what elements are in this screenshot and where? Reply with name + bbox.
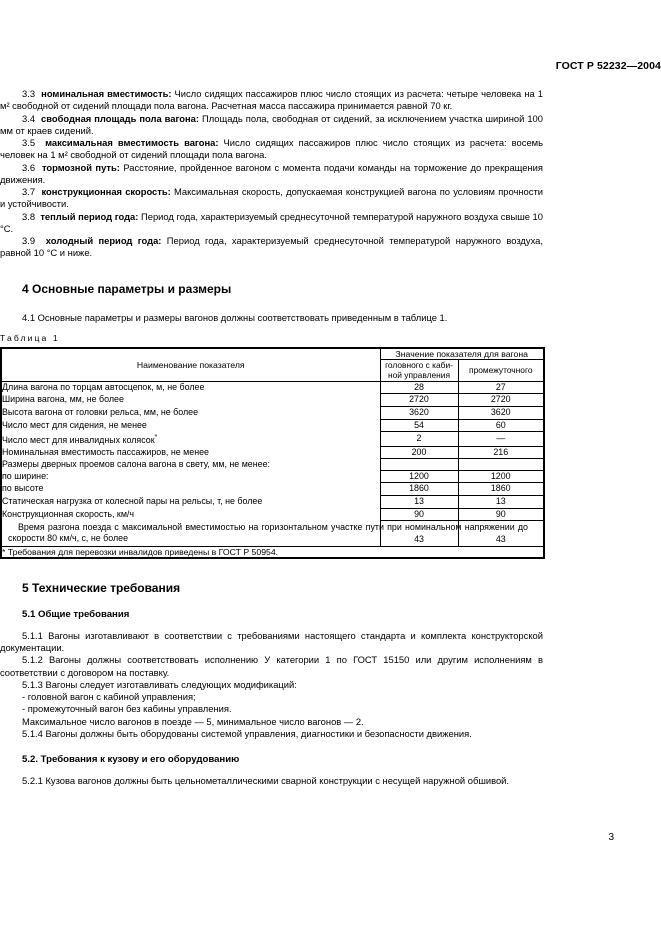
row-value-head: 13: [380, 496, 458, 509]
definition-number: 3.8: [22, 210, 36, 222]
row-label: [1, 432, 380, 447]
row-value-head: [380, 459, 458, 471]
row-value-mid: 13: [458, 496, 544, 509]
row-value-mid: 1200: [458, 470, 544, 483]
row-value-head: 1200: [380, 470, 458, 483]
definition-text: Расстояние, пройденное вагоном с момента подачи команды на торможение до прекращения движения.: [0, 161, 543, 185]
row-value-mid: [458, 459, 544, 471]
clause-4-1: 4.1 Основные параметры и размеры вагонов должны соответствовать приведенным в таблице 1.: [22, 311, 448, 323]
parameters-table: [0, 347, 545, 559]
page-body: [0, 88, 543, 787]
header-sub-head-car: [380, 359, 458, 381]
header-value-group: Значение показателя для вагона: [380, 348, 544, 360]
row-value-head: 1860: [380, 483, 458, 496]
row-label: по ширине:: [1, 470, 380, 483]
row-label: Номинальная вместимость пассажиров, не менее: [1, 446, 380, 459]
row-value-mid: 1860: [458, 483, 544, 496]
clause-5-2-1: 5.2.1 Кузова вагонов должны быть цельнометаллическими сварной конструкции с несущей наружной обшивой.: [22, 775, 510, 786]
table-header-row-1: [1, 348, 544, 360]
definition-term: холодный период года:: [45, 235, 162, 246]
definition-term: свободная площадь пола вагона:: [40, 112, 200, 124]
row-label: Высота вагона от головки рельса, мм, не более: [1, 406, 380, 419]
definition-3-7: [0, 186, 543, 211]
table-footnote-row: [1, 546, 544, 558]
row-value-head: 43: [380, 521, 458, 547]
row-label-wide-text: Время разгона поезда с максимальной вместимостью на горизонтальном участке пути при номинальном напряжении до скорости 80 км/ч, с, не более: [8, 521, 528, 544]
header-sub-head-car-line2: ной управления: [388, 370, 450, 381]
definition-text: Период года, характеризуемый среднесуточной температурой наружного воздуха свыше 10 °C.: [0, 210, 543, 234]
running-header: ГОСТ Р 52232—2004: [555, 60, 661, 72]
table-row: [1, 394, 544, 407]
row-value-head: 54: [380, 419, 458, 432]
row-label: Конструкционная скорость, км/ч: [1, 508, 380, 521]
table-caption: Таблица 1: [0, 332, 60, 343]
table-row: [1, 508, 544, 521]
definition-text: Число сидящих пассажиров плюс число стоящих из расчета: восемь человек на 1 м² свободной от сидений площади пола вагона.: [0, 137, 543, 161]
definition-text: Максимальная скорость, допускаемая конструкцией вагона по условиям прочности и устойчивости.: [0, 186, 543, 210]
header-indicator-name: Наименование показателя: [1, 348, 380, 382]
clause-5-1-4: 5.1.4 Вагоны должны быть оборудованы системой управления, диагностики и безопасности движения.: [22, 727, 472, 739]
row-label-text: Число мест для инвалидных колясок: [2, 434, 155, 445]
footnote-marker: *: [154, 433, 158, 441]
table-row: [1, 470, 544, 483]
table-body: [1, 381, 544, 558]
table-row: [1, 381, 544, 394]
row-value-head: 3620: [380, 406, 458, 419]
table-row: [1, 459, 544, 471]
table-row-wide: [1, 521, 544, 547]
definition-3-5: [0, 137, 543, 162]
row-value-mid: 43: [458, 521, 544, 547]
section-heading-5: 5 Технические требования: [22, 580, 181, 595]
subsection-heading-5-2: 5.2. Требования к кузову и его оборудованию: [22, 754, 240, 765]
definition-term: конструкционная скорость:: [41, 186, 171, 197]
clause-5-1-2: 5.1.2 Вагоны должны соответствовать исполнению У категории 1 по ГОСТ 15150 или другим исполнениям в соответствии с договором на поставку.: [0, 654, 543, 678]
row-value-head: 200: [380, 446, 458, 459]
row-label: Ширина вагона, мм, не более: [1, 394, 380, 407]
definition-term: теплый период года:: [40, 210, 139, 222]
section-heading-4: 4 Основные параметры и размеры: [22, 281, 232, 296]
table-row: [1, 446, 544, 459]
header-sub-head-car-line1: головного с каби-: [385, 359, 453, 370]
list-item-head-car: - головной вагон с кабиной управления;: [22, 691, 196, 702]
clause-5-1-1: 5.1.1 Вагоны изготавливают в соответствии с требованиями настоящего стандарта и комплекта конструкторской документации.: [0, 629, 543, 653]
table-row: [1, 483, 544, 496]
row-value-head: 90: [380, 508, 458, 521]
definition-number: 3.5: [22, 137, 36, 148]
table-row: [1, 406, 544, 419]
subsection-heading-5-1: 5.1 Общие требования: [22, 608, 130, 620]
row-value-mid: —: [458, 432, 544, 447]
definition-term: номинальная вместимость:: [41, 88, 172, 99]
row-value-head: 28: [380, 381, 458, 394]
definition-3-4: [0, 113, 543, 138]
definition-3-8: [0, 211, 543, 236]
definition-term: максимальная вместимость вагона:: [45, 137, 219, 148]
definition-text: Площадь пола, свободная от сидений, за исключением участка шириной 100 мм от краев сидений.: [0, 112, 543, 136]
definition-number: 3.7: [22, 186, 36, 197]
row-label: Размеры дверных проемов салона вагона в свету, мм, не менее:: [1, 459, 380, 471]
table-footnote: * Требования для перевозки инвалидов приведены в ГОСТ Р 50954.: [1, 546, 544, 558]
definition-number: 3.6: [22, 161, 36, 173]
row-value-head: 2720: [380, 394, 458, 407]
header-sub-middle-car: промежуточного: [458, 359, 544, 381]
row-label: Длина вагона по торцам автосцепок, м, не более: [1, 381, 380, 394]
definition-number: 3.4: [22, 112, 36, 124]
table-row: [1, 432, 544, 447]
definition-text: Период года, характеризуемый среднесуточной температурой наружного воздуха, равной 10 °C и ниже.: [0, 235, 543, 259]
row-value-mid: 90: [458, 508, 544, 521]
table-row: [1, 419, 544, 432]
definition-term: тормозной путь:: [41, 161, 120, 173]
row-label: Число мест для сидения, не менее: [1, 419, 380, 432]
clause-5-1-3-tail: Максимальное число вагонов в поезде — 5, минимальное число вагонов — 2.: [22, 715, 364, 727]
row-value-mid: 60: [458, 419, 544, 432]
definition-number: 3.3: [22, 88, 36, 99]
row-label: Статическая нагрузка от колесной пары на рельсы, т, не более: [1, 496, 380, 509]
definition-3-6: [0, 162, 543, 187]
row-value-mid: 2720: [458, 394, 544, 407]
table-head: [1, 348, 544, 382]
definition-number: 3.9: [22, 235, 36, 246]
table-row: [1, 496, 544, 509]
row-label: по высоте: [1, 483, 380, 496]
row-value-head: 2: [380, 432, 458, 447]
list-item-middle-car: - промежуточный вагон без кабины управления.: [22, 703, 232, 715]
definition-3-3: [0, 88, 543, 113]
row-value-mid: 27: [458, 381, 544, 394]
page-number: 3: [608, 832, 614, 843]
definition-3-9: [0, 235, 543, 260]
row-value-mid: 216: [458, 446, 544, 459]
row-value-mid: 3620: [458, 406, 544, 419]
clause-5-1-3: 5.1.3 Вагоны следует изготавливать следующих модификаций:: [22, 678, 297, 690]
definition-text: Число сидящих пассажиров плюс число стоящих из расчета: четыре человека на 1 м² свободной от сидений площади пола вагона. Расчетная масса пассажира принимается равной 70 кг.: [0, 88, 543, 112]
